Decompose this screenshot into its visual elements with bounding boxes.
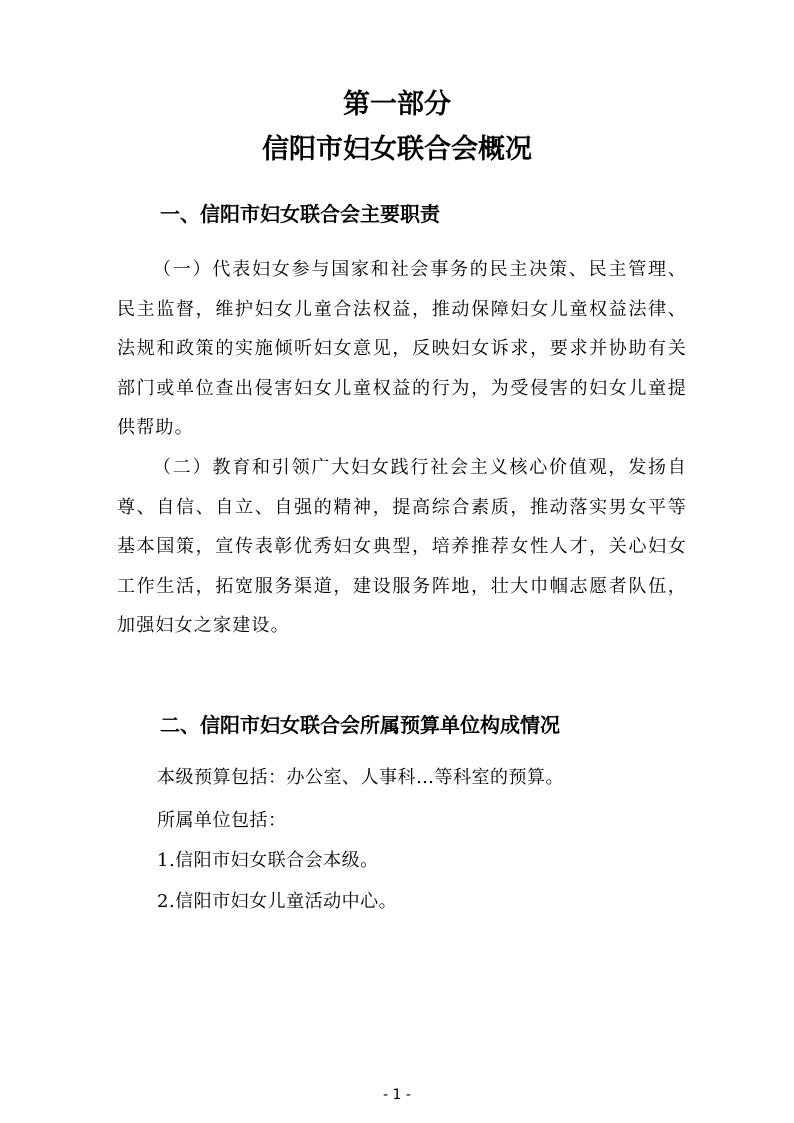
affiliated-unit-item-1: 1.信阳市妇女联合会本级。 <box>157 850 379 871</box>
part-title: 第一部分 <box>343 89 451 120</box>
section-1-paragraph-1: （一）代表妇女参与国家和社会事务的民主决策、民主管理、民主监督，维护妇女儿童合法权益，推动保障妇女儿童权益法律、法规和政策的实施倾听妇女意见，反映妇女诉求，要求并协助有关部门或单位查出侵害妇女儿童权益的行为，为受侵害的妇女儿童提供帮助。 <box>117 259 687 439</box>
section-1-heading: 一、信阳市妇女联合会主要职责 <box>160 202 440 226</box>
section-2-heading: 二、信阳市妇女联合会所属预算单位构成情况 <box>160 713 560 737</box>
affiliated-units-label: 所属单位包括： <box>157 810 287 831</box>
budget-scope-line: 本级预算包括：办公室、人事科…等科室的预算。 <box>157 767 564 788</box>
affiliated-unit-item-2: 2.信阳市妇女儿童活动中心。 <box>157 891 398 912</box>
section-1-paragraph-2: （二）教育和引领广大妇女践行社会主义核心价值观，发扬自尊、自信、自立、自强的精神，提高综合素质，推动落实男女平等基本国策，宣传表彰优秀妇女典型，培养推荐女性人才，关心妇女工作生活，拓宽服务渠道，建设服务阵地，壮大巾帼志愿者队伍，加强妇女之家建设。 <box>117 457 687 637</box>
main-title: 信阳市妇女联合会概况 <box>262 134 532 165</box>
page-number: - 1 - <box>383 1087 411 1103</box>
